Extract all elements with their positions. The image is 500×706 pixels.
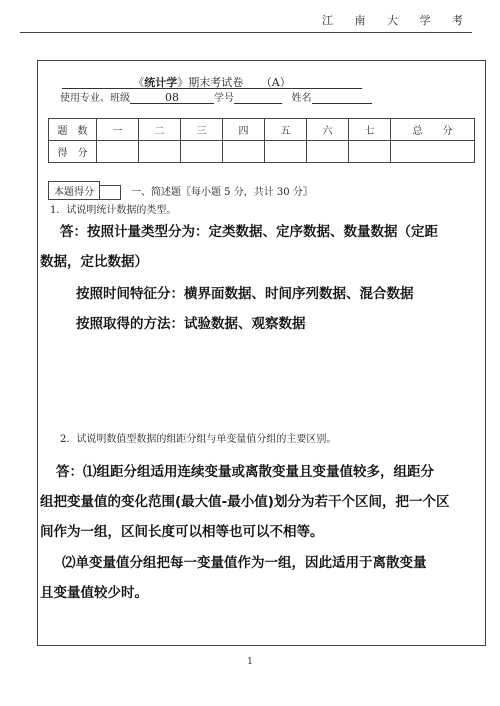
score-col-7: 七 <box>349 119 391 141</box>
major-label: 使用专业、班级 <box>60 93 130 104</box>
score-col-1: 一 <box>97 119 139 141</box>
score-cell-total[interactable] <box>391 141 475 163</box>
score-cell-6[interactable] <box>307 141 349 163</box>
section-heading: 一、简述题〖每小题 5 分，共计 30 分〗 <box>131 187 313 198</box>
exam-title <box>62 74 362 89</box>
section-score-field[interactable] <box>100 185 121 200</box>
student-info <box>60 89 372 104</box>
student-id-field[interactable] <box>234 91 282 104</box>
question-2: 2．试说明数值型数据的组距分组与单变量值分组的主要区别。 <box>60 434 337 445</box>
score-col-4: 四 <box>223 119 265 141</box>
header-rule <box>20 32 472 33</box>
major-field[interactable]: 08 <box>130 91 214 104</box>
score-table <box>48 118 475 163</box>
score-cell-7[interactable] <box>349 141 391 163</box>
answer-1-line-2: 数据，定比数据） <box>40 254 148 270</box>
answer-1-line-3: 按照时间特征分：横界面数据、时间序列数据、混合数据 <box>76 286 414 302</box>
university-header: 江 南 大 学 考 <box>322 14 472 27</box>
score-values-row <box>49 141 475 163</box>
page-number: 1 <box>247 657 253 667</box>
student-name-field[interactable] <box>312 91 372 104</box>
score-col-3: 三 <box>181 119 223 141</box>
answer-2-line-3: 间作为一组，区间长度可以相等也可以不相等。 <box>40 524 324 540</box>
score-col-total: 总 分 <box>391 119 475 141</box>
section-header <box>48 181 313 200</box>
score-label-questions: 题 数 <box>49 119 97 141</box>
score-label-score: 得 分 <box>49 141 97 163</box>
answer-1-line-4: 按照取得的方法：试验数据、观察数据 <box>76 316 306 332</box>
answer-2-line-1: 答：⑴组距分组适用连续变量或离散变量且变量值较多，组距分 <box>56 464 434 480</box>
title-pre: 《 <box>133 76 145 89</box>
score-col-5: 五 <box>265 119 307 141</box>
score-cell-1[interactable] <box>97 141 139 163</box>
student-name-label: 姓名 <box>291 93 312 104</box>
score-header-row <box>49 119 475 141</box>
score-cell-3[interactable] <box>181 141 223 163</box>
question-1: 1．试说明统计数据的类型。 <box>50 205 177 216</box>
answer-1-line-1: 答：按照计量类型分为：定类数据、定序数据、数量数据（定距 <box>60 224 438 240</box>
paper-version: （A） <box>260 76 291 89</box>
score-cell-4[interactable] <box>223 141 265 163</box>
answer-2-line-5: 且变量值较少时。 <box>40 585 148 601</box>
course-name: 统计学 <box>144 76 178 89</box>
student-id-label: 学号 <box>214 93 234 104</box>
section-score-label: 本题得分 <box>48 181 100 200</box>
answer-2-line-2: 组把变量值的变化范围(最大值-最小值)划分为若干个区间，把一个区 <box>40 494 450 510</box>
score-col-2: 二 <box>139 119 181 141</box>
title-post: 》期末考试卷 <box>177 76 244 89</box>
score-cell-5[interactable] <box>265 141 307 163</box>
score-cell-2[interactable] <box>139 141 181 163</box>
answer-2-line-4: ⑵单变量值分组把每一变量值作为一组，因此适用于离散变量 <box>62 555 427 571</box>
score-col-6: 六 <box>307 119 349 141</box>
